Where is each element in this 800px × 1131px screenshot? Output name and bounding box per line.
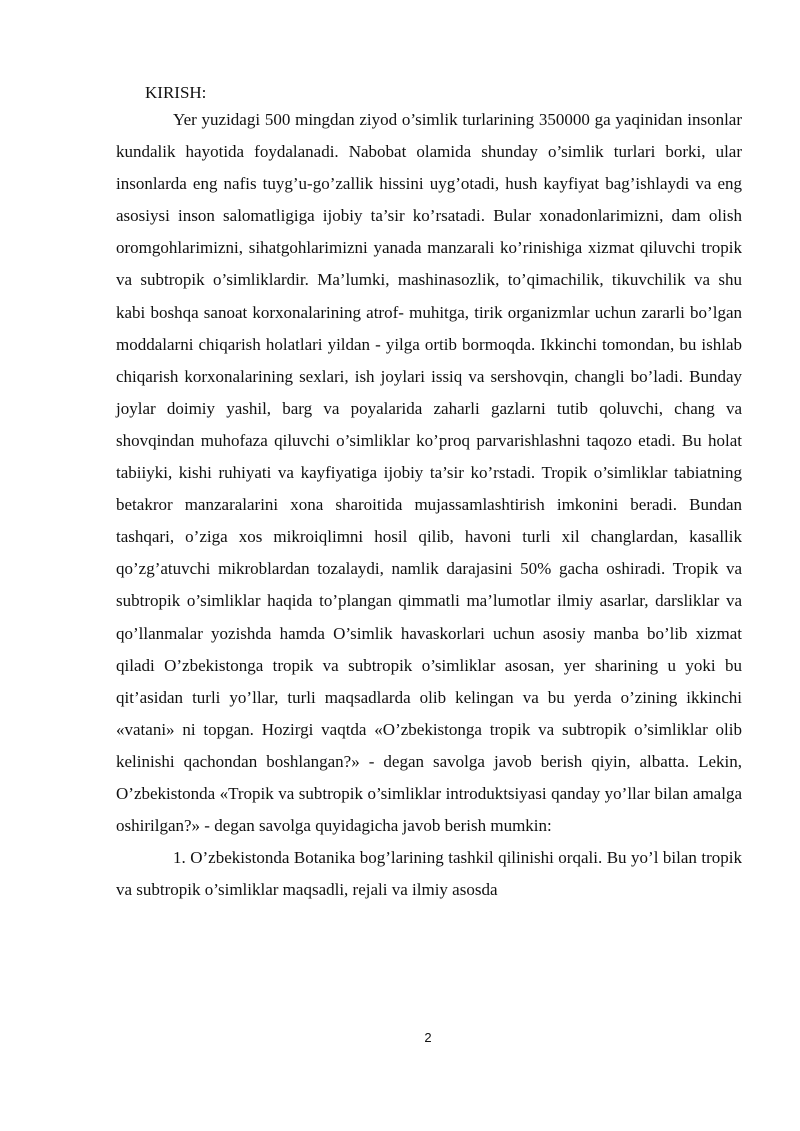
body-text [116,104,742,906]
paragraph-list-item-1: 1. O’zbekistonda Botanika bog’larining tashkil qilinishi orqali. Bu yo’l bilan tropik va subtropik o’simliklar maqsadli, rejali va ilmiy asosda [116,848,742,900]
section-heading: KIRISH: [145,83,207,102]
page-number: 2 [424,1030,432,1045]
paragraph-intro: Yer yuzidagi 500 mingdan ziyod o’simlik turlarining 350000 ga yaqinidan insonlar kundalik hayotida foydalanadi. Nabobat olamida shunday o’simlik turlari borki, ular insonlarda eng nafis tuyg’u-go’zallik hissini uyg’otadi, hush kayfiyat bag’ishlaydi va eng asosiysi inson salomatligiga ijobiy ta’sir ko’rsatadi. Bular xonadonlarimizni, dam olish oromgohlarimizni, sihatgohlarimizni yanada manzarali ko’rinishiga xizmat qiluvchi tropik va subtropik o’simliklardir. Ma’lumki, mashinasozlik, to’qimachilik, tikuvchilik va shu kabi boshqa sanoat korxonalarining atrof- muhitga, tirik organizmlar uchun zararli bo’lgan moddalarni chiqarish holatlari yildan - yilga ortib bormoqda. Ikkinchi tomondan, bu ishlab chiqarish korxonalarining sexlari, ish joylari issiq va sershovqin, changli bo’ladi. Bunday joylar doimiy yashil, barg va poyalarida zaharli gazlarni tutib qoluvchi, chang va shovqindan muhofaza qiluvchi o’simliklar ko’proq parvarishlashni taqozo etadi. Bu holat tabiiyki, kishi ruhiyati va kayfiyatiga ijobiy ta’sir ko’rstadi. Tropik o’simliklar tabiatning betakror manzaralarini xona sharoitida mujassamlashtirish imkonini beradi. Bundan tashqari, o’ziga xos mikroiqlimni hosil qilib, havoni turli xil changlardan, kasallik qo’zg’atuvchi mikroblardan tozalaydi, namlik darajasini 50% gacha oshiradi. Tropik va subtropik o’simliklar haqida to’plangan qimmatli ma’lumotlar ilmiy asarlar, darsliklar va qo’llanmalar yozishda hamda O’simlik havaskorlari uchun asosiy manba bo’lib xizmat qiladi O’zbekistonga tropik va subtropik o’simliklar asosan, yer sharining u yoki bu qit’asidan turli yo’llar, turli maqsadlarda olib kelingan va bu yerda o’zining ikkinchi «vatani» ni topgan. Hozirgi vaqtda «O’zbekistonga tropik va subtropik o’simliklar olib kelinishi qachondan boshlangan?» - degan savolga javob berish qiyin, albatta. Lekin, O’zbekistonda «Tropik va subtropik o’simliklar introduktsiyasi qanday yo’llar bilan amalga oshirilgan?» - degan savolga quyidagicha javob berish mumkin: [116,110,742,836]
